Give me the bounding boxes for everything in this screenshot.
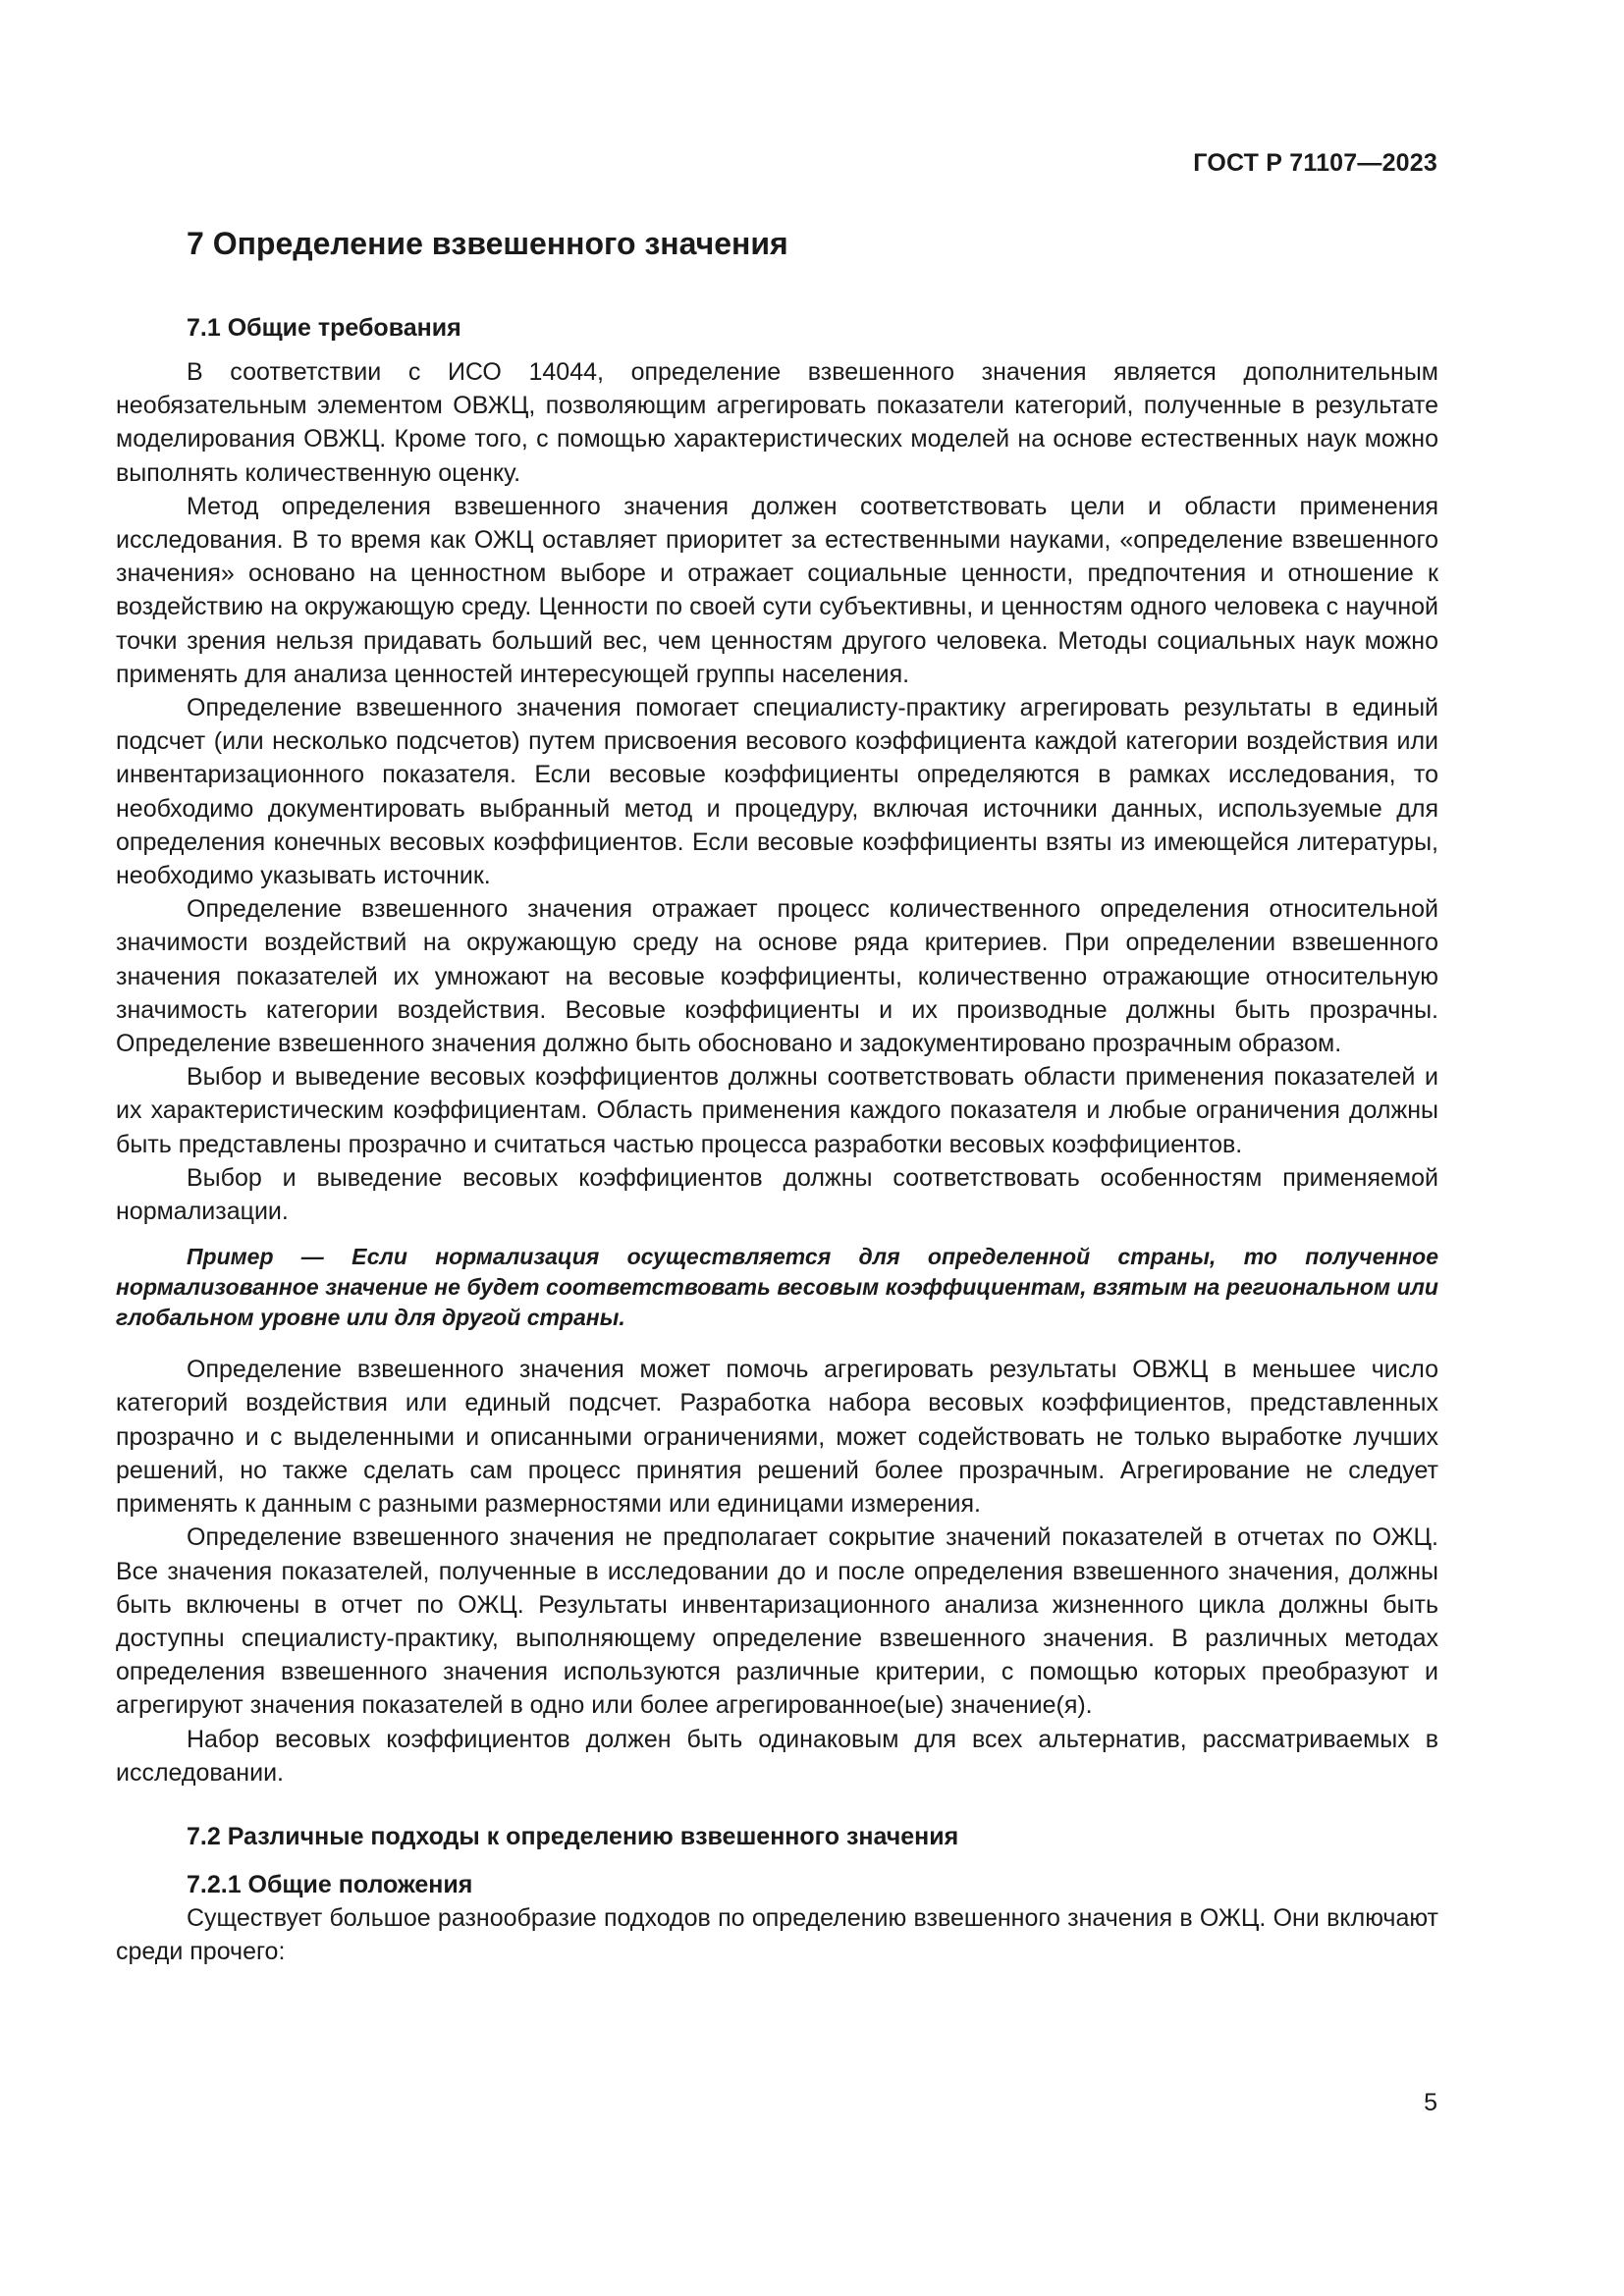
section-7-title: 7 Определение взвешенного значения (187, 226, 788, 261)
example-note: Пример — Если нормализация осуществляется для определенной страны, то полученное нормализованное значение не будет соответствовать весовым коэффициентам, взятым на региональном или глобальном уровне или для другой страны. (116, 1244, 1438, 1331)
section-7-2-1-title: 7.2.1 Общие положения (187, 1870, 473, 1898)
paragraph: Определение взвешенного значения не предполагает сокрытие значений показателей в отчетах по ОЖЦ. Все значения показателей, полученные в исследовании до и после определения взвешенного значения, должны быть включены в отчет по ОЖЦ. Результаты инвентаризационного анализа жизненного цикла должны быть доступны специалисту-практику, выполняющему определение взвешенного значения. В различных методах определения взвешенного значения используются различные критерии, с помощью которых преобразуют и агрегируют значения показателей в одно или более агрегированное(ые) значение(я). (116, 1523, 1438, 1720)
section-7-1-title: 7.1 Общие требования (187, 314, 461, 342)
paragraph: Выбор и выведение весовых коэффициентов должны соответствовать области применения показателей и их характеристическим коэффициентам. Область применения каждого показателя и любые ограничения должны быть представлены прозрачно и считаться частью процесса разработки весовых коэффициентов. (116, 1063, 1438, 1158)
paragraph: Определение взвешенного значения может помочь агрегировать результаты ОВЖЦ в меньшее число категорий воздействия или единый подсчет. Разработка набора весовых коэффициентов, представленных прозрачно и с выделенными и описанными ограничениями, может содействовать не только выработке лучших решений, но также сделать сам процесс принятия решений более прозрачным. Агрегирование не следует применять к данным с разными размерностями или единицами измерения. (116, 1356, 1438, 1519)
paragraph: Определение взвешенного значения отражает процесс количественного определения относительной значимости воздействий на окружающую среду на основе ряда критериев. При определении взвешенного значения показателей их умножают на весовые коэффициенты, количественно отражающие относительную значимость категории воздействия. Весовые коэффициенты и их производные должны быть прозрачны. Определение взвешенного значения должно быть обосновано и задокументировано прозрачным образом. (116, 895, 1438, 1058)
standard-designation: ГОСТ Р 71107—2023 (1193, 149, 1437, 177)
paragraph: Метод определения взвешенного значения должен соответствовать цели и области применения исследования. В то время как ОЖЦ оставляет приоритет за естественными науками, «определение взвешенного значения» основано на ценностном выборе и отражает социальные ценности, предпочтения и отношение к воздействию на окружающую среду. Ценности по своей сути субъективны, и ценностям одного человека с научной точки зрения нельзя придавать больший вес, чем ценностям другого человека. Методы социальных наук можно применять для анализа ценностей интересующей группы населения. (116, 492, 1438, 688)
section-7-2-title: 7.2 Различные подходы к определению взвешенного значения (187, 1822, 959, 1850)
paragraph: Набор весовых коэффициентов должен быть одинаковым для всех альтернатив, рассматриваемых в исследовании. (116, 1725, 1438, 1787)
page-number: 5 (1424, 2089, 1437, 2116)
paragraph: В соответствии с ИСО 14044, определение взвешенного значения является дополнительным необязательным элементом ОВЖЦ, позволяющим агрегировать показатели категорий, полученные в результате моделирования ОВЖЦ. Кроме того, с помощью характеристических моделей на основе естественных наук можно выполнять количественную оценку. (116, 358, 1438, 487)
paragraph: Существует большое разнообразие подходов по определению взвешенного значения в ОЖЦ. Они включают среди прочего: (116, 1903, 1438, 1966)
paragraph: Определение взвешенного значения помогает специалисту-практику агрегировать результаты в единый подсчет (или несколько подсчетов) путем присвоения весового коэффициента каждой категории воздействия или инвентаризационного показателя. Если весовые коэффициенты определяются в рамках исследования, то необходимо документировать выбранный метод и процедуру, включая источники данных, используемые для определения конечных весовых коэффициентов. Если весовые коэффициенты взяты из имеющейся литературы, необходимо указывать источник. (116, 694, 1438, 890)
page-content (116, 222, 1438, 1968)
paragraph: Выбор и выведение весовых коэффициентов должны соответствовать особенностям применяемой нормализации. (116, 1163, 1438, 1226)
